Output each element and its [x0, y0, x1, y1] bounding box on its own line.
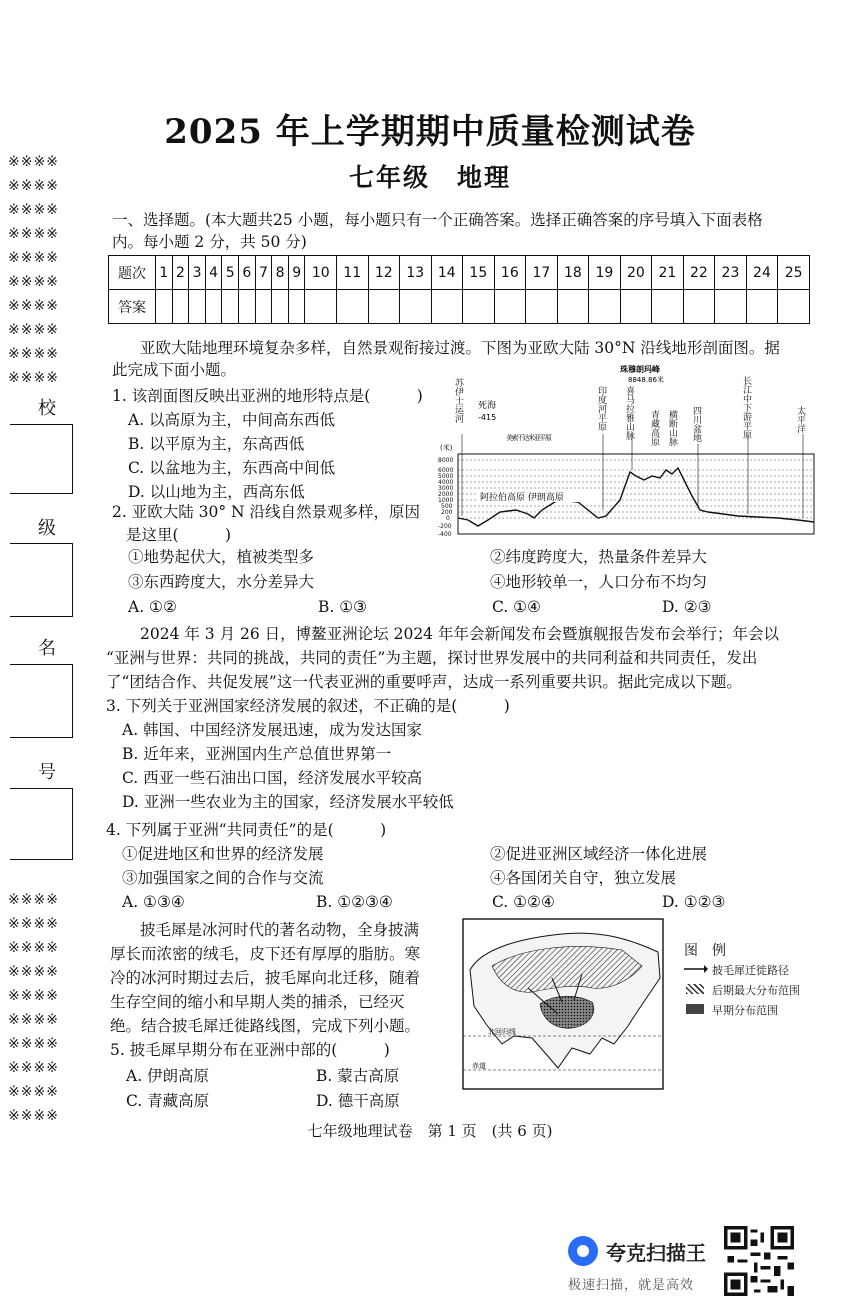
intro1-line2: 此完成下面小题。 — [112, 361, 237, 379]
terrain-profile-chart — [438, 360, 818, 542]
q4-option-d[interactable]: D. ①②③ — [662, 893, 726, 911]
intro3-line3: 冷的冰河时期过去后，披毛犀向北迁移，随着 — [110, 969, 421, 987]
q-num-cell: 21 — [652, 256, 684, 290]
q-num-cell: 11 — [337, 256, 369, 290]
answer-table-answer-row — [109, 290, 810, 324]
answer-cell[interactable] — [746, 290, 778, 324]
intro1-line1: 亚欧大陆地理环境复杂多样，自然景观衔接过渡。下图为亚欧大陆 30°N 沿线地形剖面图。据 — [140, 339, 780, 357]
number-box[interactable] — [10, 788, 73, 860]
legend-early-range-label: 早期分布范围 — [712, 1004, 778, 1017]
row-header-number: 题次 — [109, 256, 156, 290]
q-num-cell: 6 — [239, 256, 256, 290]
intro3-line4: 生存空间的缩小和早期人类的捕杀，已经灭 — [110, 993, 405, 1011]
answer-cell[interactable] — [222, 290, 239, 324]
answer-cell[interactable] — [337, 290, 369, 324]
intro3-line2: 厚长而浓密的绒毛，皮下还有厚厚的脂肪。寒 — [110, 945, 421, 963]
class-box[interactable] — [10, 543, 73, 617]
intro2-line2: “亚洲与世界：共同的挑战，共同的责任”为主题，探讨世界发展中的共同利益和共同责任，发出 — [106, 649, 758, 667]
q3-option-c[interactable]: C. 西亚一些石油出口国，经济发展水平较高 — [122, 769, 423, 787]
section1-heading-1: 一、选择题。(本大题共25 小题，每小题只有一个正确答案。选择正确答案的序号填入下面表格 — [112, 211, 763, 229]
answer-cell[interactable] — [272, 290, 289, 324]
legend-arrow-icon — [684, 964, 708, 974]
answer-cell[interactable] — [156, 290, 173, 324]
answer-cell[interactable] — [400, 290, 432, 324]
q-num-cell: 24 — [746, 256, 778, 290]
q2-option-c[interactable]: C. ①④ — [492, 598, 541, 616]
q5-option-c[interactable]: C. 青藏高原 — [126, 1092, 210, 1110]
q-num-cell: 14 — [431, 256, 463, 290]
answer-cell[interactable] — [683, 290, 715, 324]
tick-2000: 2000 — [438, 491, 454, 498]
q4-option-a[interactable]: A. ①③④ — [122, 893, 185, 911]
answer-cell[interactable] — [778, 290, 810, 324]
label-class: 级 — [38, 518, 56, 539]
tick-200: 200 — [441, 509, 453, 516]
rhino-migration-map — [462, 918, 682, 1094]
q4-stem: 4. 下列属于亚洲“共同责任”的是( ) — [106, 821, 387, 839]
legend-dots-swatch — [686, 1004, 704, 1014]
tick-8000: 8000 — [438, 457, 454, 464]
label-dead-sea: 死海 — [478, 401, 497, 411]
q5-option-a[interactable]: A. 伊朗高原 — [126, 1067, 210, 1085]
answer-table — [108, 255, 810, 324]
q-num-cell: 1 — [156, 256, 173, 290]
answer-cell[interactable] — [255, 290, 272, 324]
tick-500: 500 — [441, 503, 453, 510]
y-ticks — [438, 457, 453, 538]
label-pacific: 太平洋 — [795, 406, 805, 433]
q2-statement-1: ①地势起伏大，植被类型多 — [128, 548, 315, 566]
answer-cell[interactable] — [463, 290, 495, 324]
q4-option-b[interactable]: B. ①②③④ — [316, 893, 393, 911]
row-header-answer: 答案 — [109, 290, 156, 324]
q3-option-d[interactable]: D. 亚洲一些农业为主的国家，经济发展水平较低 — [122, 793, 454, 811]
tick-4000: 4000 — [438, 479, 454, 486]
legend-migration-label: 披毛犀迁徙路径 — [712, 964, 789, 977]
answer-cell[interactable] — [715, 290, 747, 324]
name-box[interactable] — [10, 664, 73, 738]
tick-3000: 3000 — [438, 485, 454, 492]
q4-statement-2: ②促进亚洲区域经济一体化进展 — [490, 845, 708, 863]
q5-stem: 5. 披毛犀早期分布在亚洲中部的( ) — [110, 1041, 390, 1059]
label-sichuan: 四川盆地 — [691, 406, 701, 442]
section1-heading-2: 内。每小题 2 分，共 50 分) — [112, 233, 307, 251]
leader-lines — [462, 432, 803, 518]
q2-option-d[interactable]: D. ②③ — [662, 598, 712, 616]
q1-option-c[interactable]: C. 以盆地为主，东西高中间低 — [128, 459, 336, 477]
q5-option-b[interactable]: B. 蒙古高原 — [316, 1067, 400, 1085]
answer-cell[interactable] — [431, 290, 463, 324]
label-school: 校 — [38, 398, 56, 419]
q1-option-a[interactable]: A. 以高原为主，中间高东西低 — [128, 411, 336, 429]
label-mesopotamia: 美索不达米亚平原 — [506, 434, 552, 442]
q2-stem-2: 是这里( ) — [126, 526, 232, 544]
q2-option-b[interactable]: B. ①③ — [318, 598, 368, 616]
q2-statement-4: ④地形较单一，人口分布不均匀 — [490, 573, 708, 591]
label-unit: (米) — [440, 444, 453, 452]
tropic-label: 北回归线 — [488, 1028, 516, 1036]
tick-1000: 1000 — [438, 497, 454, 504]
q-num-cell: 2 — [172, 256, 189, 290]
q-num-cell: 10 — [305, 256, 337, 290]
q-num-cell: 7 — [255, 256, 272, 290]
answer-cell[interactable] — [368, 290, 400, 324]
q5-option-d[interactable]: D. 德干高原 — [316, 1092, 400, 1110]
label-tibet: 青藏高原 — [649, 410, 659, 446]
grid-lines — [458, 460, 814, 518]
scanner-slogan: 极速扫描，就是高效 — [568, 1278, 695, 1293]
map-legend-title: 图 例 — [684, 943, 726, 959]
answer-cell[interactable] — [494, 290, 526, 324]
q-num-cell: 15 — [463, 256, 495, 290]
answer-cell[interactable] — [305, 290, 337, 324]
label-everest: 珠穆朗玛峰 — [620, 365, 660, 374]
label-everest-value: 8848.86米 — [628, 376, 664, 384]
q-num-cell: 20 — [620, 256, 652, 290]
q-num-cell: 9 — [288, 256, 305, 290]
tick-neg400: -400 — [438, 531, 452, 538]
tick-neg200: -200 — [438, 523, 452, 530]
q4-statement-3: ③加强国家之间的合作与交流 — [122, 869, 324, 887]
q3-option-a[interactable]: A. 韩国、中国经济发展迅速，成为发达国家 — [122, 721, 423, 739]
label-hengduan: 横断山脉 — [667, 410, 677, 446]
q-num-cell: 25 — [778, 256, 810, 290]
q-num-cell: 19 — [589, 256, 621, 290]
q-num-cell: 13 — [400, 256, 432, 290]
legend-later-range-label: 后期最大分布范围 — [712, 984, 800, 997]
label-name: 名 — [38, 638, 56, 659]
q4-statement-4: ④各国闭关自守，独立发展 — [490, 869, 677, 887]
scanner-brand: 夸克扫描王 — [606, 1241, 706, 1265]
q-num-cell: 5 — [222, 256, 239, 290]
tick-0: 0 — [446, 515, 450, 522]
intro2-line3: 了“团结合作、共促发展”这一代表亚洲的重要呼声，达成一系列重要共识。据此完成以下题。 — [106, 673, 742, 691]
q1-option-b[interactable]: B. 以平原为主，东高西低 — [128, 435, 305, 453]
q-num-cell: 8 — [272, 256, 289, 290]
label-indus: 印度河平原 — [596, 386, 606, 431]
answer-cell[interactable] — [589, 290, 621, 324]
q2-statement-3: ③东西跨度大，水分差异大 — [128, 573, 315, 591]
intro3-line1: 披毛犀是冰河时代的著名动物，全身披满 — [140, 921, 420, 939]
q-num-cell: 4 — [205, 256, 222, 290]
q-num-cell: 22 — [683, 256, 715, 290]
side-stars-bottom: ※※※※ ※※※※ ※※※※ ※※※※ ※※※※ ※※※※ ※※※※ ※※※※ ※※※※ ※※※※ — [8, 892, 59, 1124]
answer-cell[interactable] — [557, 290, 589, 324]
answer-cell[interactable] — [172, 290, 189, 324]
q1-option-d[interactable]: D. 以山地为主，西高东低 — [128, 483, 305, 501]
q-num-cell: 16 — [494, 256, 526, 290]
q1-stem: 1. 该剖面图反映出亚洲的地形特点是( ) — [112, 387, 423, 405]
label-yangtze: 长江中下游平原 — [741, 376, 751, 439]
school-box[interactable] — [10, 424, 73, 494]
exam-subtitle: 七年级 地理 — [348, 163, 511, 192]
q2-stem-1: 2. 亚欧大陆 30° N 沿线自然景观多样，原因 — [112, 503, 421, 521]
answer-cell[interactable] — [620, 290, 652, 324]
answer-cell[interactable] — [239, 290, 256, 324]
tick-6000: 6000 — [438, 467, 454, 474]
q4-option-c[interactable]: C. ①②④ — [492, 893, 555, 911]
label-suez: 苏伊士运河 — [453, 378, 463, 423]
answer-table-numbers-row — [109, 256, 810, 290]
q-num-cell: 3 — [189, 256, 206, 290]
label-himalaya: 喜马拉雅山脉 — [624, 386, 634, 440]
label-dead-sea-value: -415 — [478, 413, 497, 422]
answer-cell[interactable] — [288, 290, 305, 324]
answer-cell[interactable] — [205, 290, 222, 324]
qr-code-icon — [724, 1226, 794, 1296]
page-footer: 七年级地理试卷 第 1 页 (共 6 页) — [307, 1122, 553, 1140]
q3-stem: 3. 下列关于亚洲国家经济发展的叙述，不正确的是( ) — [106, 697, 510, 715]
answer-cell[interactable] — [652, 290, 684, 324]
q2-option-a[interactable]: A. ①② — [128, 598, 177, 616]
intro3-line5: 绝。结合披毛犀迁徙路线图，完成下列小题。 — [110, 1017, 421, 1035]
side-stars-top: ※※※※ ※※※※ ※※※※ ※※※※ ※※※※ ※※※※ ※※※※ ※※※※ ※※※※ ※※※※ — [8, 154, 59, 386]
answer-cell[interactable] — [189, 290, 206, 324]
q4-statement-1: ①促进地区和世界的经济发展 — [122, 845, 324, 863]
equator-label: 赤道 — [472, 1062, 486, 1070]
q2-statement-2: ②纬度跨度大，热量条件差异大 — [490, 548, 708, 566]
exam-title: 2025 年上学期期中质量检测试卷 — [164, 112, 696, 152]
q3-option-b[interactable]: B. 近年来，亚洲国内生产总值世界第一 — [122, 745, 392, 763]
legend-hatch-swatch — [686, 984, 704, 994]
scanner-logo-inner — [577, 1245, 589, 1257]
answer-cell[interactable] — [526, 290, 558, 324]
q-num-cell: 17 — [526, 256, 558, 290]
q-num-cell: 18 — [557, 256, 589, 290]
label-number: 号 — [38, 762, 56, 783]
intro2-line1: 2024 年 3 月 26 日，博鳌亚洲论坛 2024 年年会新闻发布会暨旗舰报告发布会举行；年会以 — [140, 625, 779, 643]
tick-5000: 5000 — [438, 473, 454, 480]
q-num-cell: 12 — [368, 256, 400, 290]
q-num-cell: 23 — [715, 256, 747, 290]
label-arab-iran: 阿拉伯高原 伊朗高原 — [480, 493, 564, 503]
